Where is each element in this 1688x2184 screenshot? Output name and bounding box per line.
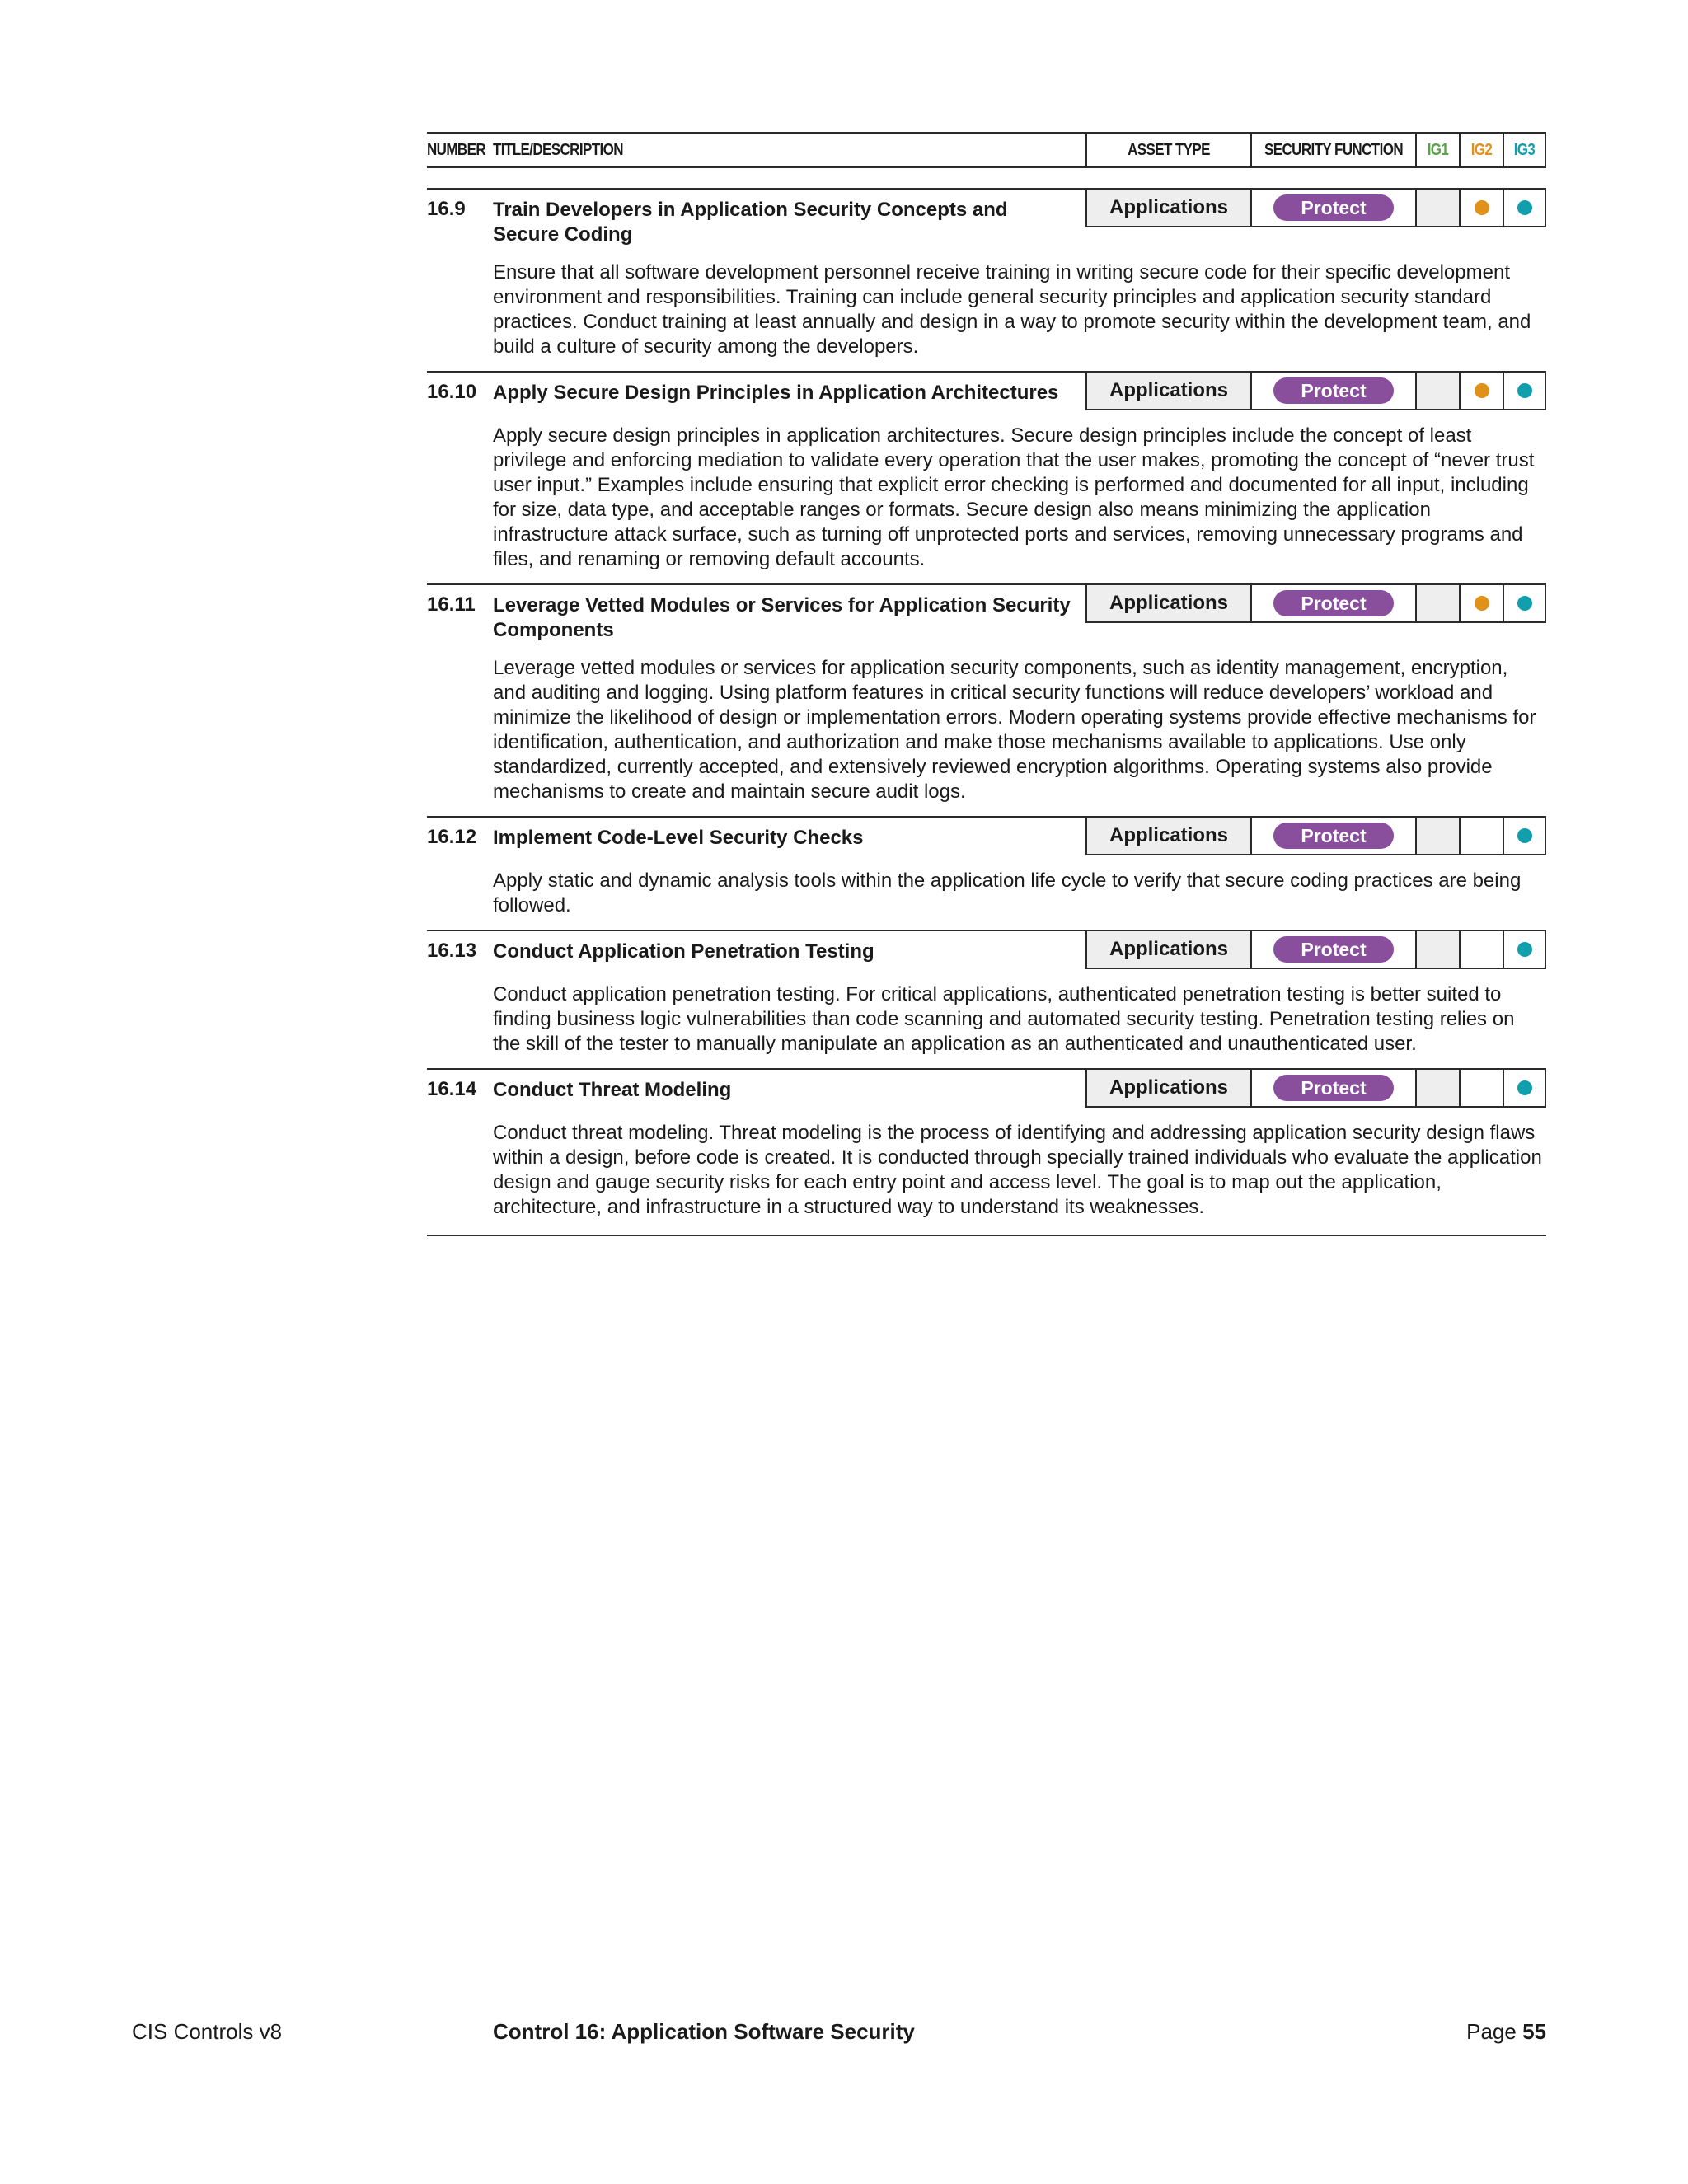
table-row	[427, 930, 1546, 1068]
security-function-cell	[1250, 1070, 1415, 1106]
safeguards-table	[427, 132, 1546, 1236]
ig3-cell	[1503, 1070, 1546, 1106]
header-asset-type: ASSET TYPE	[1085, 134, 1250, 166]
ig3-dot-icon	[1517, 596, 1532, 611]
security-function-cell	[1250, 373, 1415, 409]
safeguard-number: 16.12	[427, 826, 477, 848]
safeguard-number: 16.11	[427, 593, 476, 616]
ig2-cell	[1459, 1070, 1503, 1106]
safeguard-description: Ensure that all software development personnel receive training in writing secure code for their specific development environment and responsibilities. Training can include general security principles and application security standard practices. Conduct training at least annually and design in a way to promote security within the development team, and build a culture of security among the developers.	[493, 261, 1531, 358]
protect-badge: Protect	[1273, 936, 1394, 963]
ig3-cell	[1503, 190, 1546, 226]
safeguard-description: Apply secure design principles in application architectures. Secure design principles include the concept of least privilege and enforcing mediation to validate every operation that the user makes, promoting the concept of “never trust user input.” Examples include ensuring that explicit error checking is performed and documented for all input, including for size, data type, and acceptable ranges or formats. Secure design also means minimizing the application infrastructure attack surface, such as turning off unprotected ports and services, removing unnecessary programs and files, and renaming or removing default accounts.	[493, 424, 1535, 570]
ig1-cell	[1415, 1070, 1459, 1106]
ig2-cell	[1459, 190, 1503, 226]
ig2-cell	[1459, 585, 1503, 621]
security-function-cell	[1250, 190, 1415, 226]
header-title: TITLE/DESCRIPTION	[493, 140, 623, 159]
asset-type-cell: Applications	[1085, 190, 1250, 226]
protect-badge: Protect	[1273, 1075, 1394, 1101]
table-row	[427, 188, 1546, 371]
protect-badge: Protect	[1273, 377, 1394, 404]
security-function-cell	[1250, 585, 1415, 621]
safeguard-description: Leverage vetted modules or services for application security components, such as identity management, encryption, and auditing and logging. Using platform features in critical security functions will reduce developers’ workload and minimize the likelihood of design or implementation errors. Modern operating systems provide effective mechanisms for identification, authentication, and authorization and make those mechanisms available to applications. Use only standardized, currently accepted, and extensively reviewed encryption algorithms. Operating systems also provide mechanisms to create and maintain secure audit logs.	[493, 657, 1536, 803]
ig3-dot-icon	[1517, 828, 1532, 843]
security-function-cell	[1250, 931, 1415, 968]
asset-type-cell: Applications	[1085, 585, 1250, 621]
ig3-cell	[1503, 931, 1546, 968]
protect-badge: Protect	[1273, 194, 1394, 221]
ig3-dot-icon	[1517, 942, 1532, 957]
table-header	[427, 132, 1546, 168]
header-ig1: IG1	[1415, 134, 1459, 166]
ig3-cell	[1503, 373, 1546, 409]
safeguard-description: Apply static and dynamic analysis tools within the application life cycle to verify that secure coding practices are being followed.	[493, 869, 1522, 916]
safeguard-description: Conduct threat modeling. Threat modeling is the process of identifying and addressing application security design flaws within a design, before code is created. It is conducted through specially trained individuals who evaluate the application design and gauge security risks for each entry point and access level. The goal is to map out the application, architecture, and infrastructure in a structured way to understand its weaknesses.	[493, 1122, 1542, 1218]
table-end-divider	[427, 1235, 1546, 1236]
ig3-dot-icon	[1517, 1080, 1532, 1095]
ig1-cell	[1415, 931, 1459, 968]
protect-badge: Protect	[1273, 590, 1394, 616]
ig2-dot-icon	[1475, 383, 1489, 398]
ig1-cell	[1415, 818, 1459, 854]
table-row	[427, 371, 1546, 583]
footer-section-title: Control 16: Application Software Security	[493, 2019, 915, 2044]
ig2-cell	[1459, 931, 1503, 968]
table-row	[427, 816, 1546, 930]
ig2-dot-icon	[1475, 596, 1489, 611]
footer-document-title: CIS Controls v8	[132, 2019, 283, 2044]
header-ig3: IG3	[1503, 134, 1546, 166]
safeguard-title: Conduct Threat Modeling	[493, 1079, 732, 1101]
asset-type-cell: Applications	[1085, 818, 1250, 854]
safeguard-description: Conduct application penetration testing. For critical applications, authenticated penetration testing is better suited to finding business logic vulnerabilities than code scanning and automated security testing. Penetration testing relies on the skill of the tester to manually manipulate an application as an authenticated and unauthenticated user.	[493, 983, 1515, 1055]
ig3-cell	[1503, 818, 1546, 854]
protect-badge: Protect	[1273, 823, 1394, 849]
asset-type-cell: Applications	[1085, 1070, 1250, 1106]
safeguard-number: 16.10	[427, 381, 477, 403]
asset-type-cell: Applications	[1085, 373, 1250, 409]
header-security-function: SECURITY FUNCTION	[1250, 134, 1415, 166]
ig2-cell	[1459, 373, 1503, 409]
table-row	[427, 583, 1546, 816]
safeguard-title: Implement Code-Level Security Checks	[493, 827, 864, 849]
safeguard-title: Conduct Application Penetration Testing	[493, 940, 874, 963]
safeguard-number: 16.13	[427, 940, 477, 962]
ig2-cell	[1459, 818, 1503, 854]
safeguard-title: Train Developers in Application Security Concepts and Secure Coding	[493, 199, 1008, 246]
safeguard-title: Leverage Vetted Modules or Services for Application Security Components	[493, 594, 1071, 641]
page-footer	[132, 2019, 1546, 2052]
ig3-cell	[1503, 585, 1546, 621]
table-row	[427, 1068, 1546, 1231]
safeguard-title: Apply Secure Design Principles in Application Architectures	[493, 382, 1059, 404]
ig2-dot-icon	[1475, 200, 1489, 215]
safeguard-number: 16.9	[427, 198, 466, 220]
ig3-dot-icon	[1517, 200, 1532, 215]
ig3-dot-icon	[1517, 383, 1532, 398]
security-function-cell	[1250, 818, 1415, 854]
ig1-cell	[1415, 373, 1459, 409]
safeguard-number: 16.14	[427, 1078, 477, 1100]
asset-type-cell: Applications	[1085, 931, 1250, 968]
header-cells	[1085, 134, 1546, 166]
ig1-cell	[1415, 190, 1459, 226]
header-number: NUMBER	[427, 140, 486, 159]
header-ig2: IG2	[1459, 134, 1503, 166]
footer-page-number: Page 55	[1466, 2019, 1546, 2044]
ig1-cell	[1415, 585, 1459, 621]
